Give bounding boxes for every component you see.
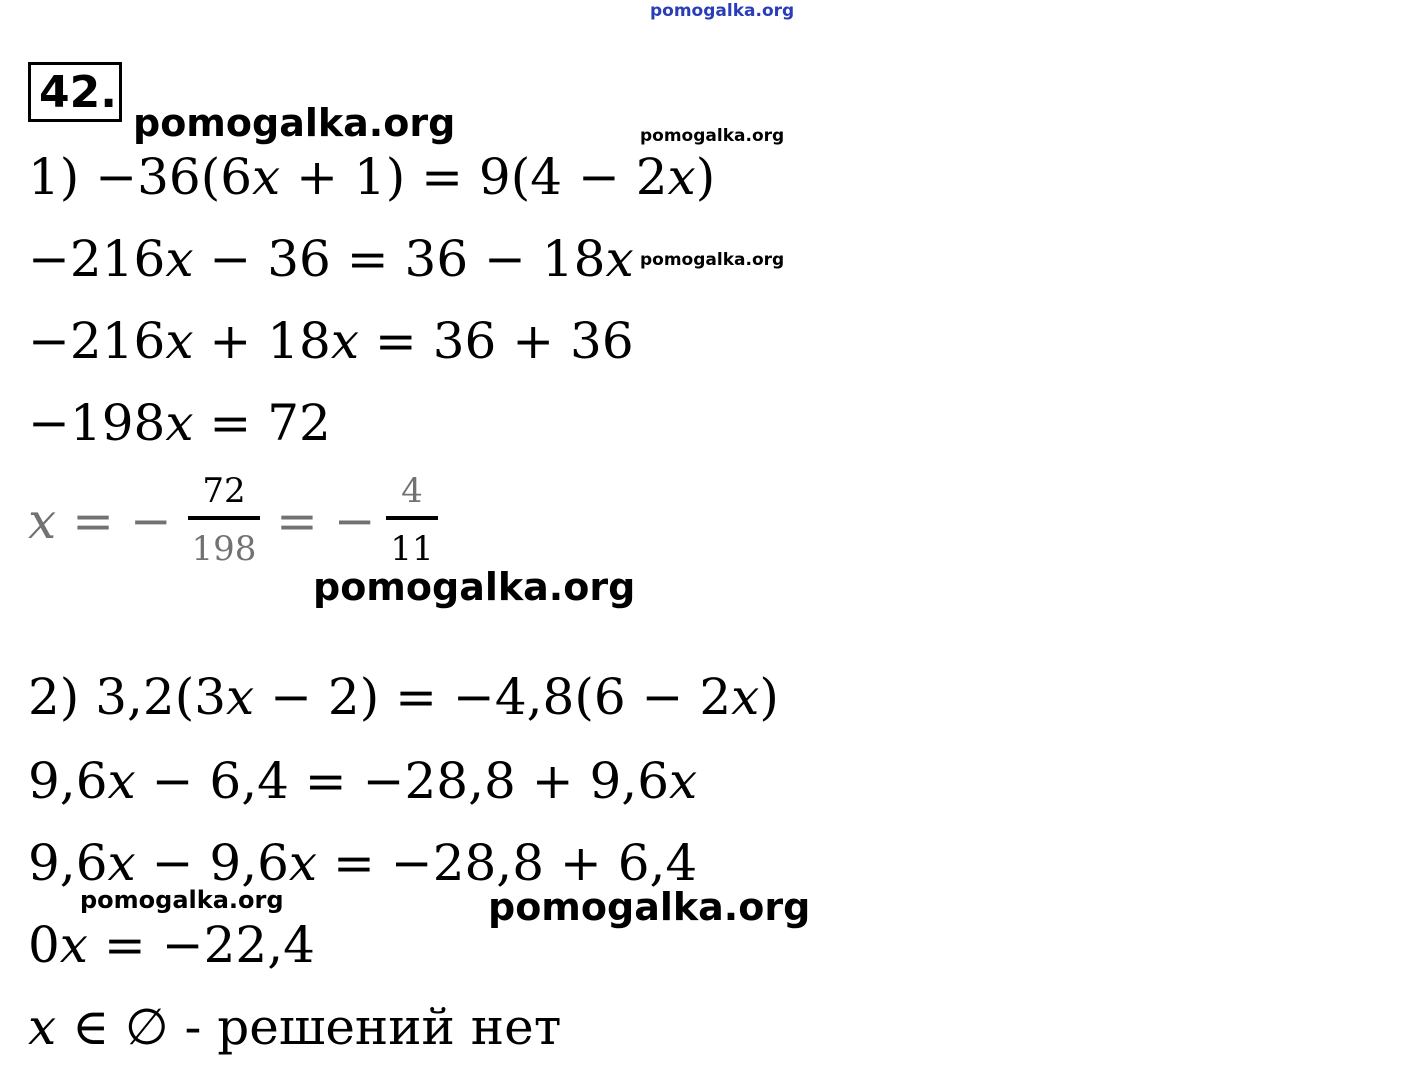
part1-line1: 1) −36(6𝑥 + 1) = 9(4 − 2𝑥) [28, 148, 716, 206]
part1-line5-lhs: 𝑥 = − [28, 492, 172, 550]
watermark-1: pomogalka.org [133, 101, 456, 145]
problem-number-box [28, 62, 122, 122]
part2-line5: 𝑥 ∈ ∅ - решений нет [28, 998, 562, 1056]
part2-line4: 0𝑥 = −22,4 [28, 916, 315, 974]
fraction-1-denominator: 198 [191, 529, 257, 569]
part2-line3: 9,6𝑥 − 9,6𝑥 = −28,8 + 6,4 [28, 834, 698, 892]
fraction-1-numerator: 72 [202, 471, 246, 511]
part1-line2: −216𝑥 − 36 = 36 − 18𝑥 [28, 230, 634, 288]
part1-line5-mid: = − [276, 492, 376, 550]
watermark-top: pomogalka.org [650, 1, 795, 21]
watermark-5: pomogalka.org [80, 886, 284, 914]
part2-line2: 9,6𝑥 − 6,4 = −28,8 + 9,6𝑥 [28, 752, 698, 810]
watermark-3: pomogalka.org [640, 250, 785, 270]
part2-line1: 2) 3,2(3𝑥 − 2) = −4,8(6 − 2𝑥) [28, 668, 779, 726]
fraction-1-bar [188, 516, 260, 520]
fraction-2-numerator: 4 [401, 471, 423, 511]
watermark-4: pomogalka.org [313, 565, 636, 609]
fraction-4-11 [386, 470, 438, 570]
watermark-2: pomogalka.org [640, 126, 785, 146]
watermark-6: pomogalka.org [488, 885, 811, 929]
fraction-2-denominator: 11 [390, 529, 434, 569]
fraction-2-bar [386, 516, 438, 520]
part1-line3: −216𝑥 + 18𝑥 = 36 + 36 [28, 312, 634, 370]
part1-line4: −198𝑥 = 72 [28, 394, 331, 452]
problem-number: 42. [39, 67, 117, 118]
fraction-72-198 [188, 470, 260, 570]
